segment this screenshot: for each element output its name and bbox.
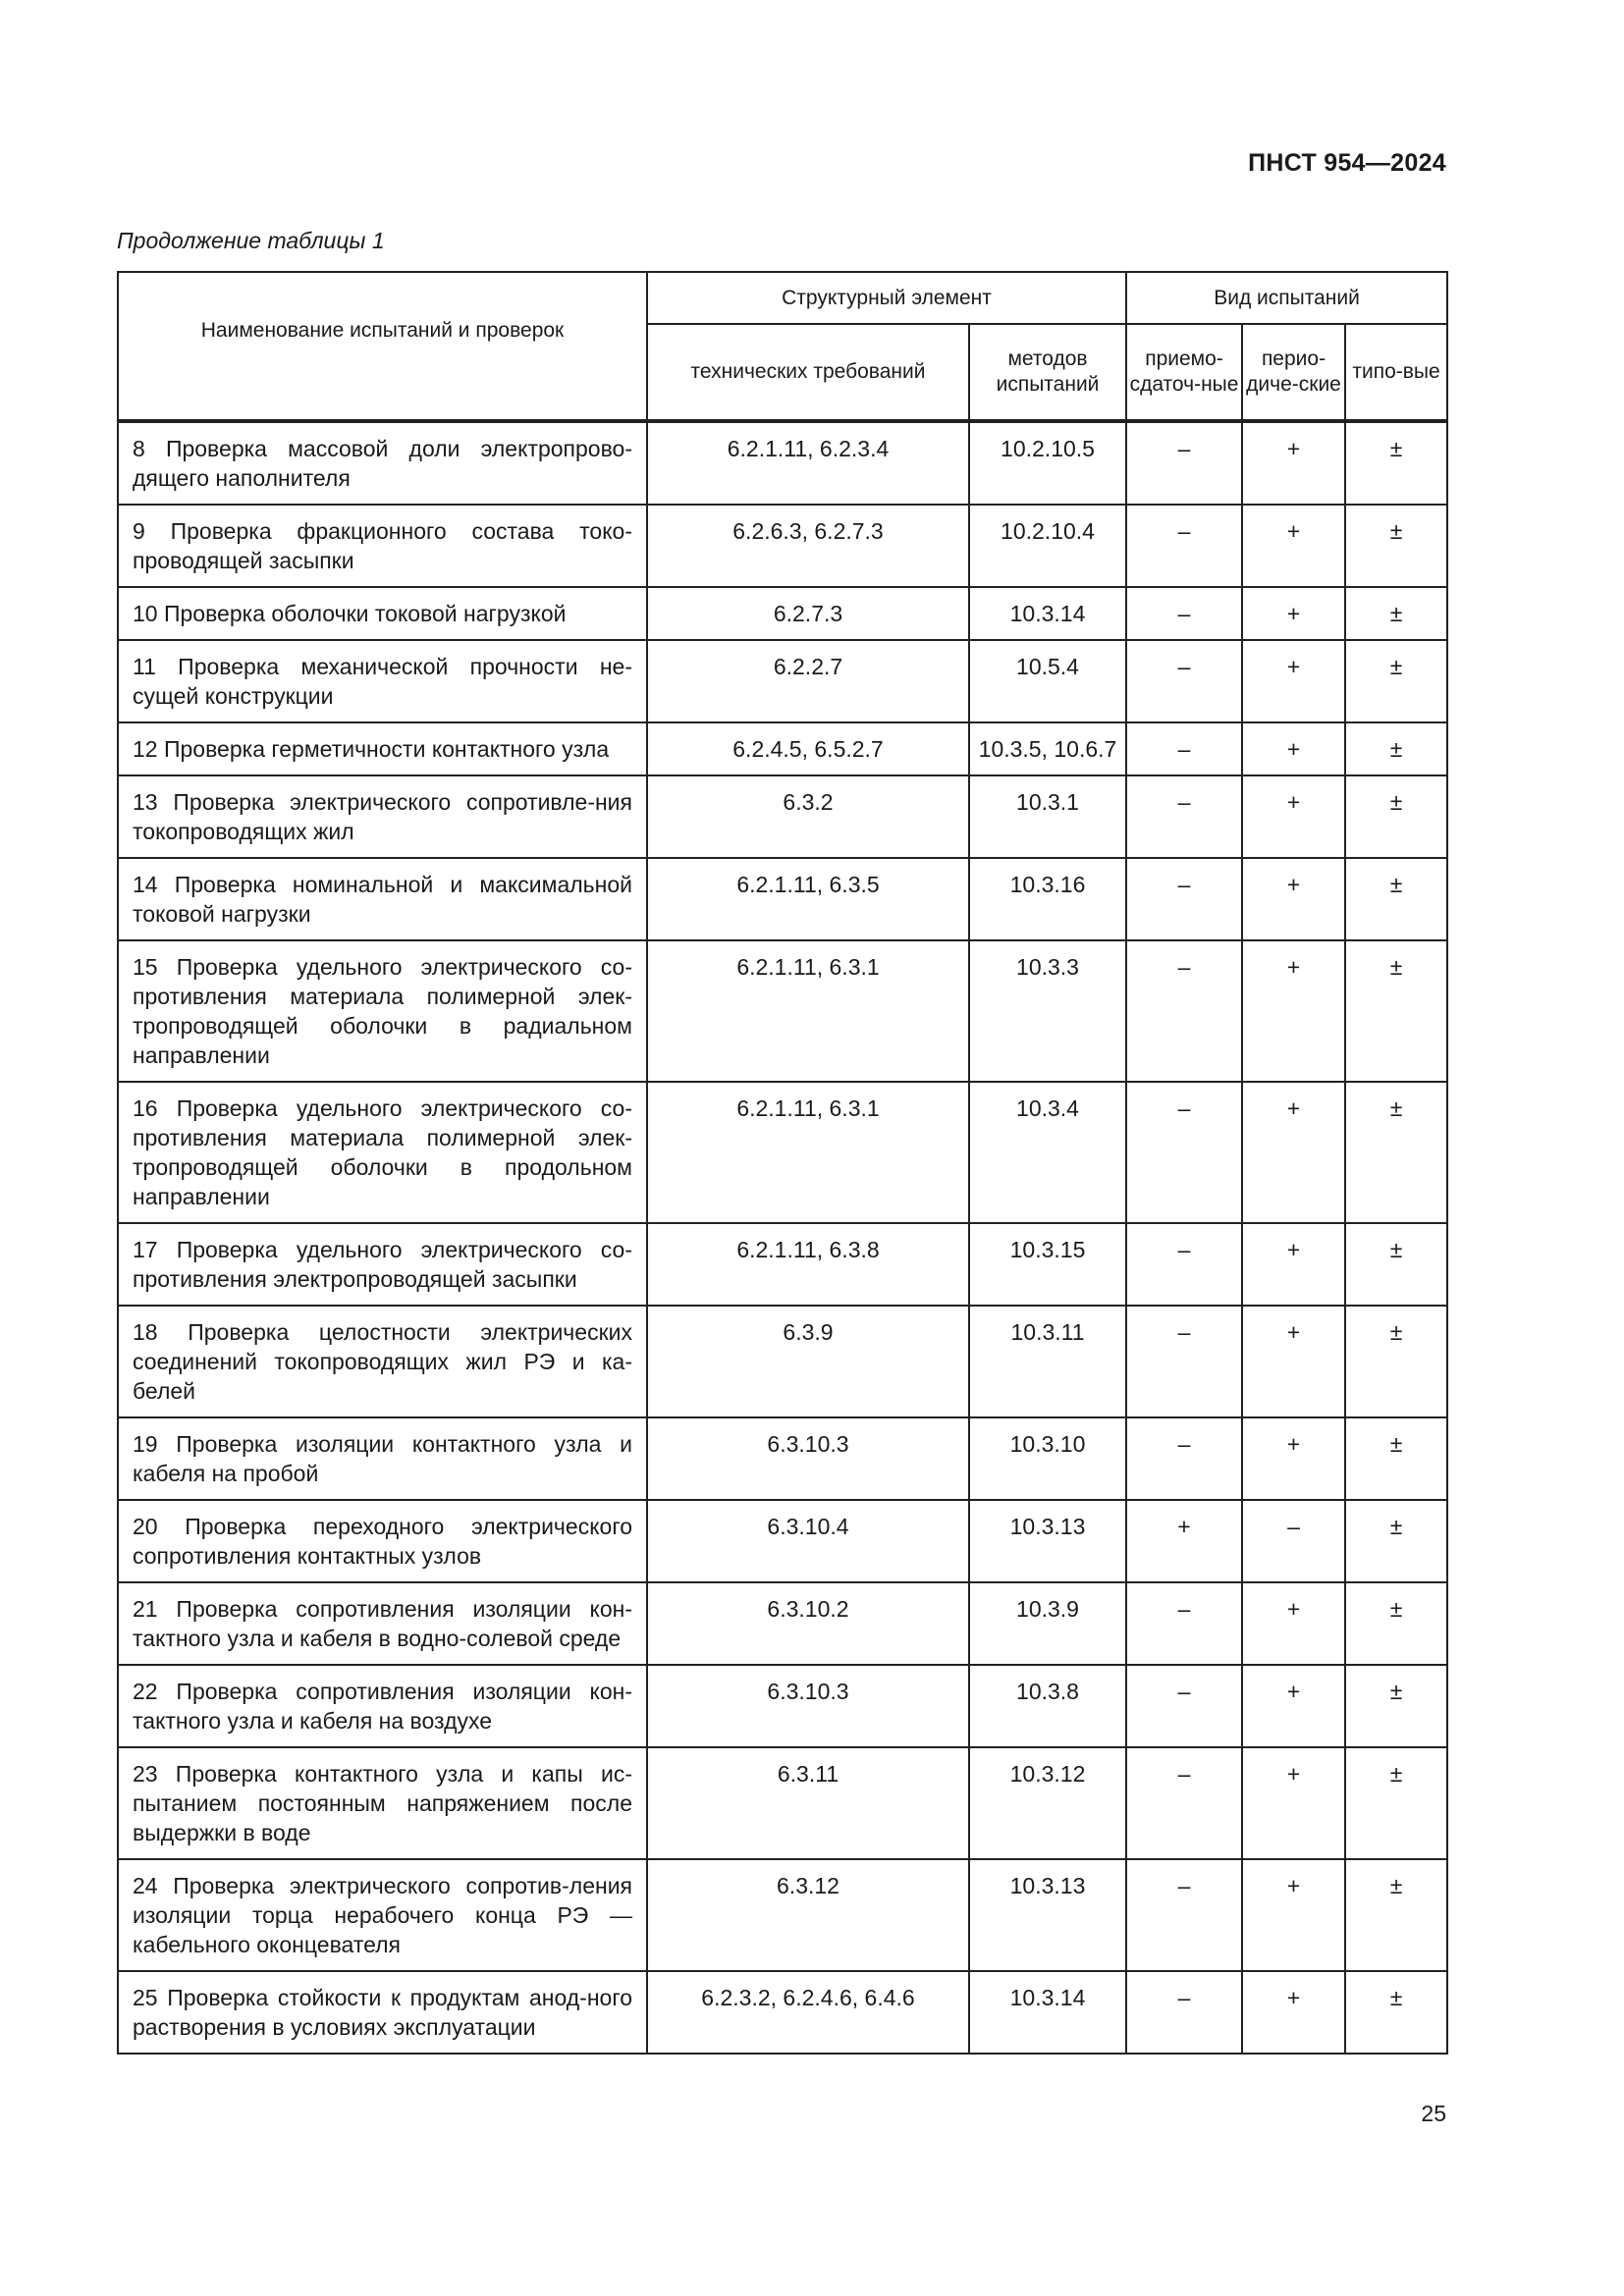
test-method-cell: 10.3.13 bbox=[969, 1500, 1126, 1582]
test-method-cell: 10.3.16 bbox=[969, 858, 1126, 940]
type-test-cell: ± bbox=[1345, 775, 1447, 858]
type-test-cell: ± bbox=[1345, 1859, 1447, 1971]
acceptance-cell: – bbox=[1126, 587, 1242, 640]
test-method-cell: 10.3.10 bbox=[969, 1417, 1126, 1500]
periodic-cell: + bbox=[1242, 1082, 1345, 1223]
test-name-cell: 20 Проверка переходного электрического сопротивления контактных узлов bbox=[118, 1500, 647, 1582]
test-method-cell: 10.3.5, 10.6.7 bbox=[969, 722, 1126, 775]
header-type-tests: типо-вые bbox=[1345, 324, 1447, 421]
type-test-cell: ± bbox=[1345, 1223, 1447, 1306]
table-row bbox=[118, 1082, 1447, 1223]
periodic-cell: + bbox=[1242, 505, 1345, 587]
table-row bbox=[118, 858, 1447, 940]
type-test-cell: ± bbox=[1345, 1417, 1447, 1500]
test-name-cell: 18 Проверка целостности электрических соединений токопроводящих жил РЭ и ка-белей bbox=[118, 1306, 647, 1417]
periodic-cell: + bbox=[1242, 1665, 1345, 1747]
test-method-cell: 10.3.8 bbox=[969, 1665, 1126, 1747]
table-row bbox=[118, 1306, 1447, 1417]
periodic-cell: + bbox=[1242, 1859, 1345, 1971]
type-test-cell: ± bbox=[1345, 587, 1447, 640]
test-name-cell: 16 Проверка удельного электрического со-противления материала полимерной элек-тропроводящей оболочки в продольном направлении bbox=[118, 1082, 647, 1223]
type-test-cell: ± bbox=[1345, 1582, 1447, 1665]
acceptance-cell: – bbox=[1126, 722, 1242, 775]
header-test-type: Вид испытаний bbox=[1126, 272, 1447, 324]
type-test-cell: ± bbox=[1345, 940, 1447, 1082]
table-row bbox=[118, 421, 1447, 505]
table-row bbox=[118, 587, 1447, 640]
header-technical-requirements: технических требований bbox=[647, 324, 969, 421]
header-test-methods: методов испытаний bbox=[969, 324, 1126, 421]
type-test-cell: ± bbox=[1345, 858, 1447, 940]
periodic-cell: + bbox=[1242, 1417, 1345, 1500]
type-test-cell: ± bbox=[1345, 1665, 1447, 1747]
technical-requirements-cell: 6.3.10.3 bbox=[647, 1665, 969, 1747]
test-name-cell: 19 Проверка изоляции контактного узла и кабеля на пробой bbox=[118, 1417, 647, 1500]
table-row bbox=[118, 1417, 1447, 1500]
acceptance-cell: – bbox=[1126, 1582, 1242, 1665]
acceptance-cell: – bbox=[1126, 775, 1242, 858]
table-row bbox=[118, 1500, 1447, 1582]
periodic-cell: + bbox=[1242, 1223, 1345, 1306]
table-caption: Продолжение таблицы 1 bbox=[117, 228, 385, 253]
test-name-cell: 22 Проверка сопротивления изоляции кон-тактного узла и кабеля на воздухе bbox=[118, 1665, 647, 1747]
technical-requirements-cell: 6.2.1.11, 6.3.1 bbox=[647, 940, 969, 1082]
test-name-cell: 10 Проверка оболочки токовой нагрузкой bbox=[118, 587, 647, 640]
page-number: 25 bbox=[1421, 2101, 1446, 2126]
table-row bbox=[118, 722, 1447, 775]
test-name-cell: 9 Проверка фракционного состава токо-проводящей засыпки bbox=[118, 505, 647, 587]
test-method-cell: 10.3.12 bbox=[969, 1747, 1126, 1859]
technical-requirements-cell: 6.3.10.4 bbox=[647, 1500, 969, 1582]
test-method-cell: 10.3.11 bbox=[969, 1306, 1126, 1417]
acceptance-cell: – bbox=[1126, 640, 1242, 722]
type-test-cell: ± bbox=[1345, 421, 1447, 505]
table-row bbox=[118, 640, 1447, 722]
test-method-cell: 10.5.4 bbox=[969, 640, 1126, 722]
periodic-cell: + bbox=[1242, 1747, 1345, 1859]
test-name-cell: 25 Проверка стойкости к продуктам анод-ного растворения в условиях эксплуатации bbox=[118, 1971, 647, 2054]
test-name-cell: 12 Проверка герметичности контактного узла bbox=[118, 722, 647, 775]
periodic-cell: – bbox=[1242, 1500, 1345, 1582]
table-row bbox=[118, 505, 1447, 587]
technical-requirements-cell: 6.2.1.11, 6.3.1 bbox=[647, 1082, 969, 1223]
technical-requirements-cell: 6.2.6.3, 6.2.7.3 bbox=[647, 505, 969, 587]
test-name-cell: 14 Проверка номинальной и максимальной токовой нагрузки bbox=[118, 858, 647, 940]
table-body bbox=[118, 421, 1447, 2054]
technical-requirements-cell: 6.2.1.11, 6.2.3.4 bbox=[647, 421, 969, 505]
technical-requirements-cell: 6.3.2 bbox=[647, 775, 969, 858]
test-method-cell: 10.3.3 bbox=[969, 940, 1126, 1082]
acceptance-cell: – bbox=[1126, 1417, 1242, 1500]
header-test-name: Наименование испытаний и проверок bbox=[118, 272, 647, 421]
technical-requirements-cell: 6.3.11 bbox=[647, 1747, 969, 1859]
type-test-cell: ± bbox=[1345, 1306, 1447, 1417]
header-structural-element: Структурный элемент bbox=[647, 272, 1126, 324]
acceptance-cell: – bbox=[1126, 1082, 1242, 1223]
table-row bbox=[118, 1582, 1447, 1665]
acceptance-cell: – bbox=[1126, 1306, 1242, 1417]
acceptance-cell: – bbox=[1126, 1971, 1242, 2054]
type-test-cell: ± bbox=[1345, 1971, 1447, 2054]
test-name-cell: 13 Проверка электрического сопротивле-ния токопроводящих жил bbox=[118, 775, 647, 858]
test-name-cell: 11 Проверка механической прочности не-сущей конструкции bbox=[118, 640, 647, 722]
test-method-cell: 10.3.14 bbox=[969, 1971, 1126, 2054]
technical-requirements-cell: 6.3.10.2 bbox=[647, 1582, 969, 1665]
acceptance-cell: + bbox=[1126, 1500, 1242, 1582]
acceptance-cell: – bbox=[1126, 1665, 1242, 1747]
test-method-cell: 10.3.13 bbox=[969, 1859, 1126, 1971]
test-name-cell: 8 Проверка массовой доли электропрово-дящего наполнителя bbox=[118, 421, 647, 505]
periodic-cell: + bbox=[1242, 421, 1345, 505]
periodic-cell: + bbox=[1242, 587, 1345, 640]
test-name-cell: 21 Проверка сопротивления изоляции кон-тактного узла и кабеля в водно-солевой среде bbox=[118, 1582, 647, 1665]
table-row bbox=[118, 1665, 1447, 1747]
technical-requirements-cell: 6.2.7.3 bbox=[647, 587, 969, 640]
test-method-cell: 10.2.10.4 bbox=[969, 505, 1126, 587]
acceptance-cell: – bbox=[1126, 1859, 1242, 1971]
document-id: ПНСТ 954—2024 bbox=[1248, 149, 1446, 177]
acceptance-cell: – bbox=[1126, 940, 1242, 1082]
acceptance-cell: – bbox=[1126, 505, 1242, 587]
type-test-cell: ± bbox=[1345, 505, 1447, 587]
type-test-cell: ± bbox=[1345, 640, 1447, 722]
type-test-cell: ± bbox=[1345, 1747, 1447, 1859]
table-row bbox=[118, 775, 1447, 858]
test-name-cell: 17 Проверка удельного электрического со-противления электропроводящей засыпки bbox=[118, 1223, 647, 1306]
test-method-cell: 10.3.4 bbox=[969, 1082, 1126, 1223]
table-row bbox=[118, 940, 1447, 1082]
acceptance-cell: – bbox=[1126, 858, 1242, 940]
table-row bbox=[118, 1859, 1447, 1971]
periodic-cell: + bbox=[1242, 775, 1345, 858]
technical-requirements-cell: 6.3.12 bbox=[647, 1859, 969, 1971]
acceptance-cell: – bbox=[1126, 1747, 1242, 1859]
technical-requirements-cell: 6.2.1.11, 6.3.8 bbox=[647, 1223, 969, 1306]
technical-requirements-cell: 6.3.9 bbox=[647, 1306, 969, 1417]
acceptance-cell: – bbox=[1126, 1223, 1242, 1306]
periodic-cell: + bbox=[1242, 858, 1345, 940]
header-periodic: перио-диче-ские bbox=[1242, 324, 1345, 421]
acceptance-cell: – bbox=[1126, 421, 1242, 505]
test-name-cell: 15 Проверка удельного электрического со-противления материала полимерной элек-тропроводящей оболочки в радиальном направлении bbox=[118, 940, 647, 1082]
test-name-cell: 24 Проверка электрического сопротив-ления изоляции торца нерабочего конца РЭ — кабельного оконцевателя bbox=[118, 1859, 647, 1971]
header-acceptance: приемо-сдаточ-ные bbox=[1126, 324, 1242, 421]
periodic-cell: + bbox=[1242, 640, 1345, 722]
tests-table bbox=[117, 271, 1448, 2055]
test-method-cell: 10.3.15 bbox=[969, 1223, 1126, 1306]
periodic-cell: + bbox=[1242, 1306, 1345, 1417]
type-test-cell: ± bbox=[1345, 1500, 1447, 1582]
table-row bbox=[118, 1223, 1447, 1306]
technical-requirements-cell: 6.2.4.5, 6.5.2.7 bbox=[647, 722, 969, 775]
periodic-cell: + bbox=[1242, 722, 1345, 775]
technical-requirements-cell: 6.2.2.7 bbox=[647, 640, 969, 722]
table-row bbox=[118, 1971, 1447, 2054]
technical-requirements-cell: 6.2.1.11, 6.3.5 bbox=[647, 858, 969, 940]
test-method-cell: 10.3.9 bbox=[969, 1582, 1126, 1665]
test-method-cell: 10.3.1 bbox=[969, 775, 1126, 858]
technical-requirements-cell: 6.2.3.2, 6.2.4.6, 6.4.6 bbox=[647, 1971, 969, 2054]
table-row bbox=[118, 1747, 1447, 1859]
technical-requirements-cell: 6.3.10.3 bbox=[647, 1417, 969, 1500]
test-method-cell: 10.2.10.5 bbox=[969, 421, 1126, 505]
periodic-cell: + bbox=[1242, 1971, 1345, 2054]
test-method-cell: 10.3.14 bbox=[969, 587, 1126, 640]
periodic-cell: + bbox=[1242, 940, 1345, 1082]
type-test-cell: ± bbox=[1345, 1082, 1447, 1223]
test-name-cell: 23 Проверка контактного узла и капы ис-пытанием постоянным напряжением после выдержки в воде bbox=[118, 1747, 647, 1859]
periodic-cell: + bbox=[1242, 1582, 1345, 1665]
type-test-cell: ± bbox=[1345, 722, 1447, 775]
